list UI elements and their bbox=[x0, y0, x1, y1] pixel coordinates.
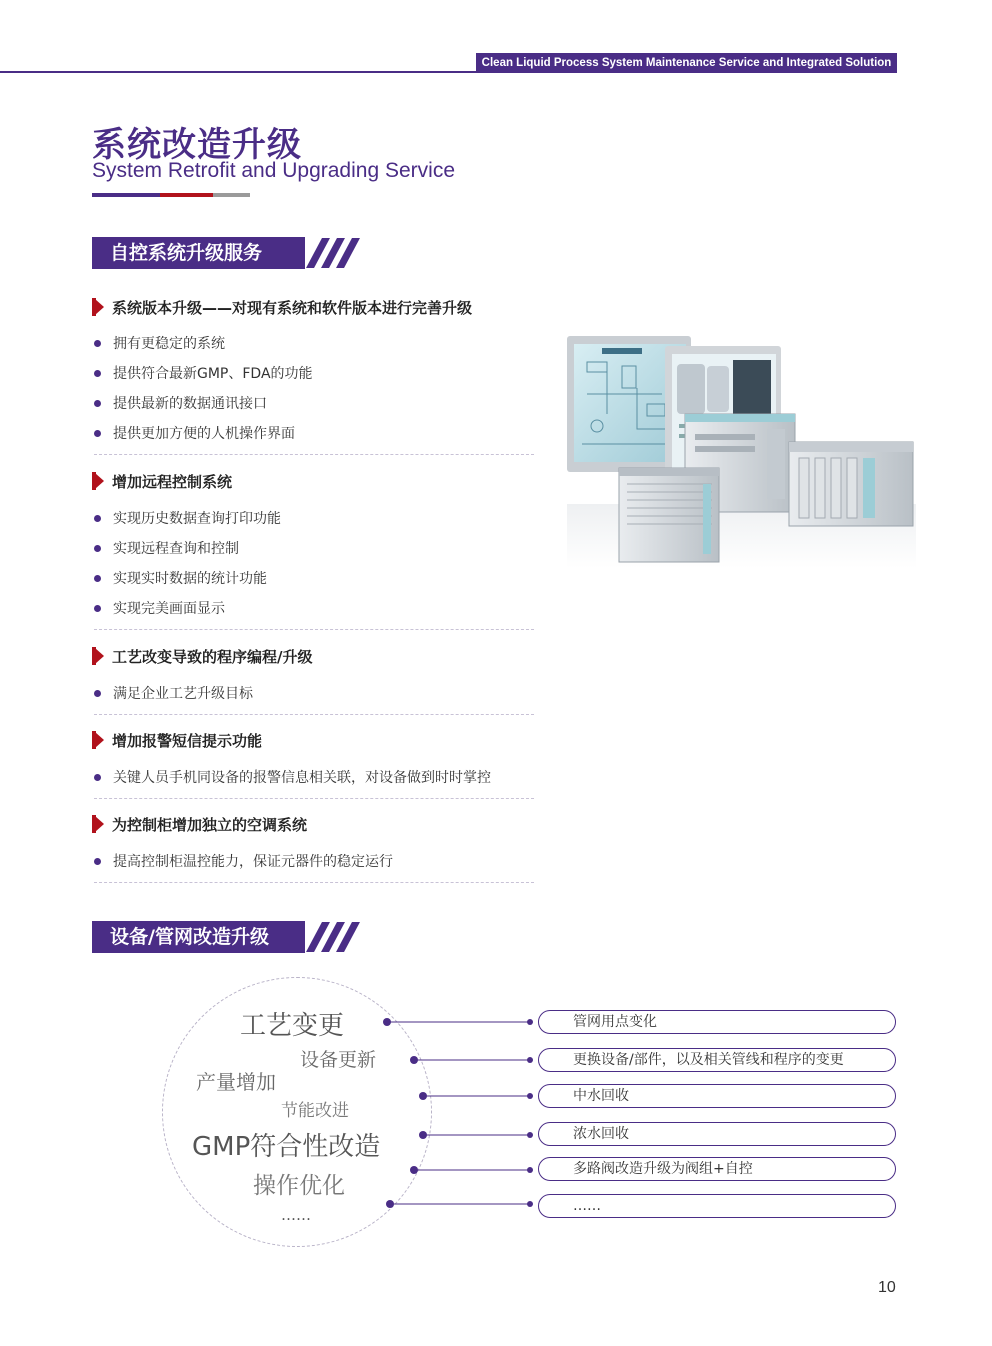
section-label: 设备/管网改造升级 bbox=[92, 921, 305, 953]
keyword-capacity-increase: 产量增加 bbox=[196, 1070, 276, 1094]
pill-item: …… bbox=[538, 1194, 896, 1218]
connector-lines bbox=[380, 1010, 540, 1210]
keyword-process-change: 工艺变更 bbox=[240, 1011, 345, 1041]
divider bbox=[94, 882, 534, 883]
header-tagline: Clean Liquid Process System Maintenance Service and Integrated Solution bbox=[476, 53, 897, 73]
divider bbox=[94, 714, 534, 715]
keyword-equipment-update: 设备更新 bbox=[300, 1049, 377, 1071]
pill-item: 浓水回收 bbox=[538, 1122, 896, 1146]
divider bbox=[94, 454, 534, 455]
page-title: 系统改造升级 bbox=[92, 125, 302, 165]
keyword-ellipsis: …… bbox=[281, 1206, 311, 1224]
divider bbox=[94, 629, 534, 630]
section-banner-equipment bbox=[92, 921, 362, 953]
keyword-energy-saving: 节能改进 bbox=[281, 1101, 349, 1121]
keyword-operation-optimize: 操作优化 bbox=[253, 1173, 345, 1199]
page-number: 10 bbox=[878, 1279, 896, 1296]
divider bbox=[94, 798, 534, 799]
pill-item: 更换设备/部件，以及相关管线和程序的变更 bbox=[538, 1048, 896, 1072]
pill-item: 中水回收 bbox=[538, 1084, 896, 1108]
page-subtitle: System Retrofit and Upgrading Service bbox=[92, 159, 455, 182]
pill-item: 管网用点变化 bbox=[538, 1010, 896, 1034]
pill-item: 多路阀改造升级为阀组+自控 bbox=[538, 1157, 896, 1181]
keyword-gmp-compliance: GMP符合性改造 bbox=[192, 1132, 381, 1162]
control-hardware-image bbox=[567, 334, 916, 568]
section-banner-automation bbox=[92, 237, 362, 269]
section-label: 自控系统升级服务 bbox=[92, 237, 305, 269]
